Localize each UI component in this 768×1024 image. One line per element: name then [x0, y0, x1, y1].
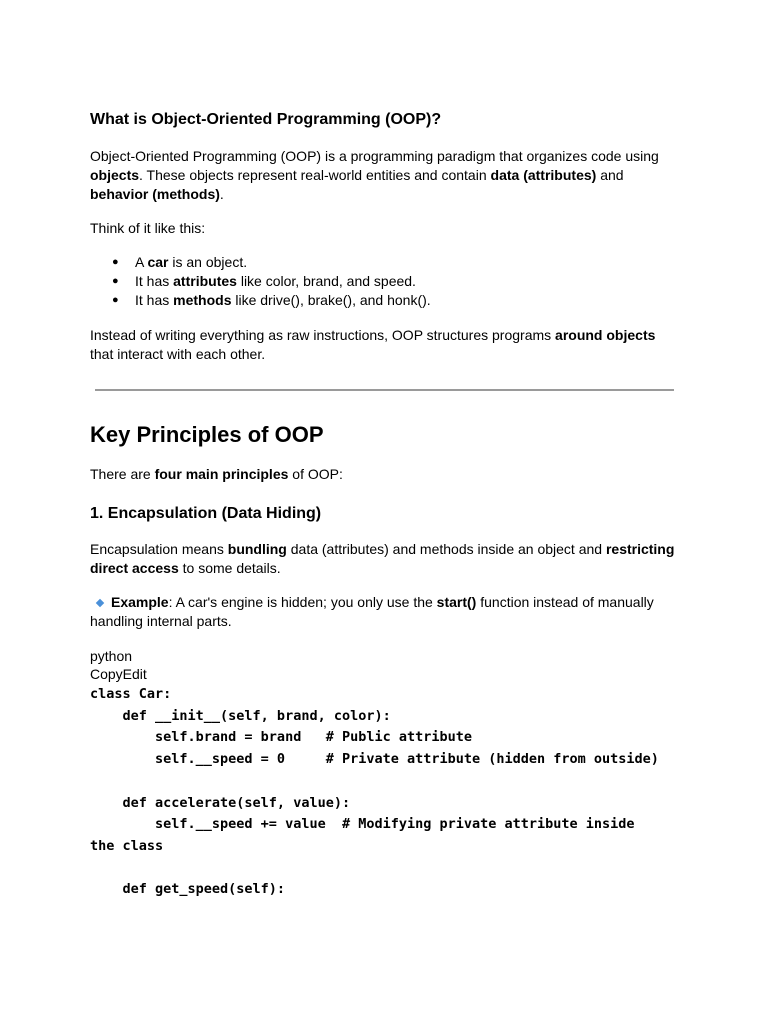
instead-text-2: that interact with each other. — [90, 346, 266, 362]
bullet-text-post: like color, brand, and speed. — [236, 273, 416, 289]
bullet-icon: ● — [112, 294, 119, 306]
list-item — [90, 253, 680, 272]
bullet-text-post: is an object. — [168, 254, 248, 270]
car-bullet-list — [90, 253, 680, 310]
intro-text-4: . — [219, 186, 224, 202]
instead-bold-around-objects: around objects — [555, 327, 656, 343]
enc-text-3: to some details. — [178, 560, 281, 576]
bullet-text-bold: attributes — [173, 273, 237, 289]
bullet-text-pre: A — [135, 254, 148, 270]
encapsulation-heading: 1. Encapsulation (Data Hiding) — [90, 505, 322, 522]
instead-text-1: Instead of writing everything as raw instructions, OOP structures programs — [90, 327, 556, 343]
list-item — [90, 291, 680, 310]
bullet-text-post: like drive(), brake(), and honk(). — [231, 292, 431, 308]
intro-text-3: and — [596, 167, 624, 183]
enc-bold-bundling: bundling — [227, 541, 287, 557]
oop-intro-paragraph — [90, 147, 680, 204]
bullet-icon: ● — [112, 256, 119, 268]
copy-edit-button[interactable]: CopyEdit — [90, 666, 147, 682]
principles-text-2: of OOP: — [288, 466, 343, 482]
think-paragraph: Think of it like this: — [90, 220, 206, 236]
encapsulation-paragraph — [90, 540, 680, 578]
example-paragraph — [90, 593, 680, 631]
intro-bold-behavior: behavior (methods) — [90, 186, 220, 202]
bullet-text-pre: It has — [135, 273, 174, 289]
enc-bold-restricting: restricting direct access — [90, 541, 675, 576]
code-block: class Car: def __init__(self, brand, color): self.brand = brand # Public attribute self.__speed = 0 # Private attribute (hidden from outside) def accelerate(self, value): self.__speed += value # Modifying private attribute inside the class def get_speed(self): — [90, 686, 659, 898]
instead-paragraph — [90, 326, 680, 364]
bullet-icon: ● — [112, 275, 119, 287]
example-text-1: : A car's engine is hidden; you only use the — [168, 594, 437, 610]
intro-bold-objects: objects — [90, 167, 140, 183]
list-item — [90, 272, 680, 291]
bullet-text-pre: It has — [135, 292, 174, 308]
blue-diamond-icon — [96, 599, 104, 607]
principles-bold-four: four main principles — [154, 466, 289, 482]
enc-text-1: Encapsulation means — [90, 541, 228, 557]
enc-text-2: data (attributes) and methods inside an object and — [286, 541, 606, 557]
example-bold-label: Example — [111, 594, 169, 610]
intro-text-2: . These objects represent real-world entities and contain — [139, 167, 491, 183]
example-text-2: function instead of manually handling internal parts. — [90, 594, 654, 629]
key-principles-heading: Key Principles of OOP — [90, 422, 324, 447]
bullet-text-bold: methods — [173, 292, 232, 308]
principles-intro-paragraph — [90, 465, 680, 484]
intro-text-1: Object-Oriented Programming (OOP) is a programming paradigm that organizes code using — [90, 148, 659, 164]
intro-bold-data: data (attributes) — [490, 167, 597, 183]
example-bold-start: start() — [436, 594, 477, 610]
horizontal-divider — [95, 389, 674, 391]
principles-text-1: There are — [90, 466, 155, 482]
oop-question-heading: What is Object-Oriented Programming (OOP)? — [90, 111, 442, 128]
bullet-text-bold: car — [147, 254, 169, 270]
code-language-label: python — [90, 648, 133, 664]
